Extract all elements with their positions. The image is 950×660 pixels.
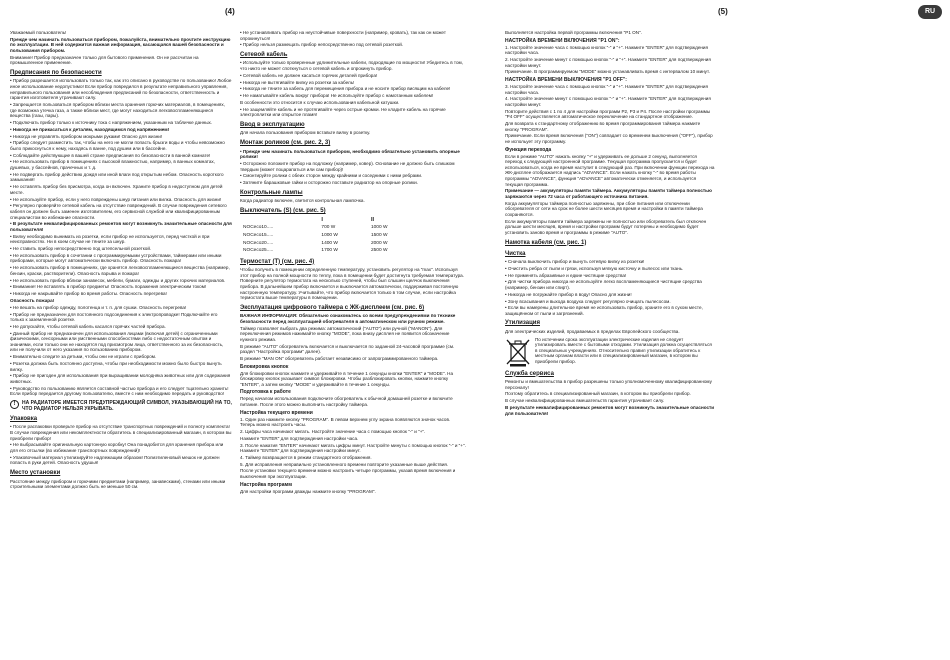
paragraph: • Запрещается пользоваться прибором вблизи места хранения горючих материалов, в помещениях, где возможна утечка газа, а также вблизи мест, где могут находиться легковоспламеняющиеся вещества (газы, пары).: [10, 102, 225, 119]
warning-text: НА РАДИАТОРЕ ИМЕЕТСЯ ПРЕДУПРЕЖДАЮЩИЙ СИМВОЛ, УКАЗЫВАЮЩИЙ НА ТО, ЧТО РАДИАТОР НЕЛЬЗЯ УКРЫВАТЬ.: [22, 399, 232, 412]
paragraph: • Вилку необходимо вынимать из розетки, если прибор не используется, перед чисткой и при неисправностях. Ни в коем случае не тяните за шнур.: [10, 233, 210, 245]
paragraph: Для блокировки кнопок нажмите и удерживайте в течение 1 секунды кнопки "ENTER" и "MODE". На блокировку кнопок указывает символ блокировки. Чтобы разблокировать кнопки, нажмите кнопку "ENTER", а затем кнопку "MODE" и удерживайте в течение 1 секунды.: [240, 370, 454, 387]
paragraph: • Не допускайте, чтобы сетевой кабель касался горячих частей прибора.: [10, 323, 166, 329]
paragraph: • Прибор не пригоден для использования при выращивании молодняка животных или для содержания животных.: [10, 373, 231, 384]
paragraph: • Сетевой кабель не должен касаться горячих деталей прибора!: [240, 72, 378, 78]
paragraph: • Регулярно проверяйте сетевой кабель на отсутствие повреждений. В случае повреждения сетевого кабеля он должен быть заменен изготовителем, его сервисной службой или квалифицированным специалистом во избежание опасности.: [10, 203, 227, 220]
section-heading: Намотка кабеля (см. рис. 1): [505, 239, 587, 246]
warning-notice: [10, 400, 232, 412]
section-heading: Место установки: [10, 470, 61, 476]
disposal-notice: [505, 337, 715, 367]
paragraph: • Смонтируйте ролики с обеих сторон между крайними и соседними с ними ребрами.: [240, 173, 423, 179]
disposal-text: По истечении срока эксплуатации электрические изделия не следует утилизировать вместе с бытовыми отходами. Утилизация должна осуществляться в специальных учреждениях. Относительно правил утилизации обратитесь к местным органам власти или в специализированный магазин, в котором вы приобрели прибор.: [535, 336, 712, 364]
power-table-cell: 2000 W: [370, 240, 388, 246]
paragraph: Примечание. В программируемом "MODE" можно устанавливать время с интервалом 10 минут.: [505, 69, 710, 75]
paragraph: • Осторожно положите прибор на подложку (например, ковер). Основание не должно быть слишком твердым (может поцарапаться или сам прибор)!: [240, 160, 455, 172]
paragraph: • Не вешать на прибор одежду, полотенца и т. п. для сушки. Опасность перегрева!: [10, 304, 187, 310]
paragraph: 5. Для исправления неправильно установленного времени повторите указанные выше действия.: [240, 461, 449, 467]
paragraph: • Не использовать прибор вблизи занавесок, мебели, бумаги, одежды и других горючих материалов.: [10, 277, 226, 283]
power-table-header-cell: II: [370, 216, 375, 223]
bold-paragraph: Опасность пожара!: [10, 297, 55, 303]
paragraph: • Не оставлять прибор без присмотра, когда он включен. Храните прибор в недоступном для детей месте.: [10, 184, 223, 195]
paragraph: Уважаемый пользователь!: [10, 30, 67, 35]
paragraph: В особенности это относится к случаю использования кабельной катушки.: [240, 99, 400, 105]
paragraph: • Не устанавливать прибор на неустойчивые поверхности (например, кровать), так как он может опрокинуться!: [240, 30, 446, 41]
power-table-cell: 700 W: [321, 225, 336, 231]
section-heading: Выключатель (S) (см. рис. 5): [240, 207, 326, 214]
subsection-heading: НАСТРОЙКА ВРЕМЕНИ ВКЛЮЧЕНИЯ "P1 ON":: [505, 37, 620, 44]
paragraph: • Зону всасывания и выхода воздуха следует регулярно очищать пылесосом.: [505, 298, 671, 304]
paragraph: • Соблюдайте действующие в вашей стране предписания по безопасности в ванной комнате!: [10, 152, 211, 158]
paragraph: 1. Настройте значение часа с помощью кнопок "-" и "+". Нажмите "ENTER" для подтверждения настройки часа.: [505, 44, 708, 56]
subsection-heading: Блокировка кнопок: [240, 363, 289, 370]
paragraph: • Прибор разрешается использовать только так, как это описано в руководстве по пользованию! Любое иное использование недопустимо! Если прибор повредился в результате неправильного управления, неправильного пользования или несоблюдения предписаний по безопасности, ответственность и гарантия изготовителя утрачивают силу.: [10, 78, 232, 101]
left-column-2: [240, 30, 466, 652]
paragraph: Когда радиатор включен, светится контрольная лампочка.: [240, 198, 365, 204]
paragraph: • Никогда не погружайте прибор в воду! Опасно для жизни!: [505, 291, 632, 297]
paragraph: • Внимательно следите за детьми, чтобы они не играли с прибором.: [10, 354, 157, 360]
section-heading: Эксплуатация цифрового таймера с ЖК-дисплеем (см. рис. 6): [240, 304, 425, 311]
paragraph: • Если вы намерены длительное время не использовать прибор, храните его в сухом месте, защищённом от пыли и загрязнений.: [505, 305, 703, 316]
paragraph: • Прибор нельзя размещать прибор непосредственно под сетевой розеткой.: [240, 42, 404, 48]
section-heading: Сетевой кабель: [240, 51, 288, 58]
power-table-cell: NOCeco20.....: [243, 240, 274, 246]
paragraph: • Никогда не управлять прибором мокрыми руками! Опасно для жизни!: [10, 133, 163, 139]
paragraph: 4. Настройте значение минут с помощью кнопок "-" и "+". Нажмите "ENTER" для подтверждения настройки минут.: [505, 96, 711, 107]
paragraph: 2. Цифры часа начинают мигать. Настройте значение часа с помощью кнопок "-" и "+".: [240, 428, 426, 434]
paragraph: • Прибор не предназначен для постоянного подсоединения к электропроводке! Подключайте его только к заземленной розетке.: [10, 311, 218, 323]
paragraph: Примечание. Если время включения ("ON") совпадает со временем выключения ("OFF"), прибор не испольует эту программу.: [505, 133, 713, 145]
power-table-cell: NOCeco10.....: [243, 225, 274, 231]
paragraph: • Для чистки прибора никогда не используйте легко воспламеняющиеся чистящие средства (например, бензин или спирт).: [505, 279, 702, 290]
paragraph: 3. Настройте значение часа с помощью кнопок "-" и "+". Нажмите "ENTER" для подтверждения настройки часа.: [505, 83, 708, 95]
bold-paragraph: • В результате неквалифицированных ремонтов могут возникнуть значительные опасности для пользователя!: [10, 221, 232, 232]
paragraph: • Внимание! Не вставлять в прибор предметы! Опасность поражения электрическим током!: [10, 284, 207, 290]
paragraph: • Подключать прибор только к источнику тока с напряжением, указанным на табличке данных.: [10, 119, 213, 125]
paragraph: Выполняется настройка первой программы включения "P1 ON".: [505, 30, 642, 35]
section-heading: Ввод в эксплуатацию: [240, 121, 305, 128]
paragraph: Для начала пользования прибором вставьте вилку в розетку.: [240, 130, 371, 136]
bold-paragraph: • Никогда не прикасаться к деталям, находящимся под напряжением!: [10, 126, 170, 132]
paragraph: После установки текущего времени можно настроить четыре программы, указав время включения и выключения при эксплуатации.: [240, 468, 456, 480]
subsection-heading: Настройка программ: [240, 481, 292, 488]
power-table-cell: NOCeco15.....: [243, 232, 274, 238]
paragraph: • Сначала выключить прибор и вынуть сетевую вилку из розетки!: [505, 259, 645, 264]
paragraph: Если в режиме "AUTO" нажать кнопку "+" и удерживать ее дольше 2 секунд, выполняется переход к следующей настроенной программе. Текущая программа пропускается и будет использоваться, когда ее время наступит в следующий раз. При включении функции перехода на ЖК-дисплее отображается надпись "ADVANCE". Если нажать кнопку "-" во время работы программы "ADVANCE", функция "ADVANCE" автоматически отменяется, и используется текущая программа.: [505, 153, 715, 187]
section-heading: Упаковка: [10, 415, 38, 422]
paragraph: • Используйте только проверенные удлинительные кабели, подходящие по мощности! Убедитесь в том, что никто не может споткнуться о сетевой кабель и опрокинуть прибор.: [240, 60, 463, 72]
power-table-cell: 2500 W: [370, 248, 388, 254]
crossed-bin-icon: [505, 337, 531, 367]
power-table-header-cell: I: [321, 216, 323, 223]
power-table-cell: 1000 W: [321, 232, 338, 238]
paragraph: • Не применять абразивные и едкие чистящие средства!: [505, 272, 627, 278]
page-number-left: (4): [225, 7, 235, 16]
bold-paragraph: Примечание — аккумуляторы памяти таймера. Аккумуляторы памяти таймера полностью заряжаются через 72 часа от работающего источника питания.: [505, 188, 712, 199]
paragraph: Ремонты и вмешательства в прибор разрешены только уполномоченному квалифицированному персоналу!: [505, 379, 712, 390]
left-column-1: [10, 30, 232, 652]
paragraph: • Никогда не вытягивайте вилку из розетки за кабель!: [240, 79, 355, 85]
paragraph: Поэтому обратитесь в специализированный магазин, в котором вы приобрели прибор.: [505, 391, 691, 397]
paragraph: Таймер позволяет выбрать два режима: автоматический ("AUTO") или ручной ("MANON"). Для переключения режимов нажимайте кнопку "MODE", пока внизу дисплея не появится обозначение нужного режима.: [240, 325, 450, 342]
paragraph: • Не ставить прибор непосредственно под штепсельной розеткой.: [10, 246, 152, 252]
section-heading: Термостат (Т) (см. рис. 4): [240, 258, 315, 265]
power-table-header: [240, 217, 391, 225]
section-heading: Монтаж роликов (см. рис. 2, 3): [240, 140, 331, 147]
paragraph: • После распаковки проверьте прибор на отсутствие транспортных повреждений и полноту комплекта! В случае повреждения или некомплектности обратитесь в специализированный магазин, в котором вы приобрели прибор!: [10, 424, 232, 441]
paragraph: • Данный прибор не предназначен для использования лицами (включая детей) с ограниченными физическими, сенсорными или умственными способностями либо с недостаточным опытом и знаниями, если только они не находятся под присмотром лица, ответственного за их безопасность, или не получили от него указания по пользованию прибором.: [10, 330, 224, 353]
paragraph: • Не выбрасывайте оригинальную картонную коробку! Она понадобится для хранения прибора или для его отсылки (во избежание транспортных повреждений)!: [10, 442, 224, 454]
paragraph: В режиме "MAN ON" обогреватель работает независимо от запрограммированного таймера.: [240, 356, 439, 361]
section-heading: Контрольные лампы: [240, 189, 303, 196]
paragraph: Когда аккумуляторы таймера полностью заряжены, при сбое питания или отключении обогревателя от сети на срок не более шести месяцев время и настройки в памяти таймера сохраняются.: [505, 200, 703, 217]
section-heading: Утилизация: [505, 320, 540, 327]
paragraph: Для электрических изделий, продаваемых в пределах Европейского сообщества.: [505, 328, 680, 334]
paragraph: • Не наматывайте кабель вокруг прибора! Не используйте прибор с намотанным кабелем!: [240, 93, 434, 99]
paragraph: В случае неквалифицированных вмешательств гарантия утрачивает силу.: [505, 398, 665, 404]
right-column-1: [505, 30, 715, 652]
section-heading: Предписания по безопасности: [10, 69, 102, 76]
power-table-row: [240, 240, 391, 248]
power-table-row: [240, 247, 391, 255]
paragraph: • Никогда не накрывайте прибор во время работы. Опасность перегрева!: [10, 291, 167, 297]
paragraph: Чтобы получить в помещении определенную температуру, установить регулятор на "max". Используя этот прибор на полной мощности по теплу, пока в помещении будет достигнута требуемая температура. Поверните регулятор термостата на несколько ступеней, чтобы был слышен щелчок выключения прибора. В дальнейшем прибор включается и выключается автоматически, поддерживая постоянную настроенную температуру. Учитывайте, что прибор включается только в том случае, если настройка термостата выше температуры в помещении.: [240, 267, 464, 301]
bold-paragraph: Прежде чем начинать пользоваться прибором, пожалуйста, внимательно прочтите инструкцию по эксплуатации. В ней содержится важная информация, касающаяся вашей безопасности и пользования прибором.: [10, 36, 231, 53]
power-table: [240, 217, 391, 255]
paragraph: • Затяните барашковые гайки и осторожно поставьте радиатор на опорные ролики.: [240, 180, 418, 186]
section-heading: Чистка: [505, 250, 526, 257]
power-table-cell: NOCeco25.....: [243, 248, 274, 254]
power-table-cell: 1500 W: [370, 232, 388, 238]
paragraph: Для настройки программ дважды нажмите кнопку "PROGRAM".: [240, 488, 376, 494]
paragraph: • Розетка должна быть постоянно доступна, чтобы при необходимости можно было быстро вынуть вилку.: [10, 361, 222, 372]
subsection-heading: Подготовка к работе: [240, 389, 291, 396]
paragraph: В режиме "AUTO" обогреватель включается и выключается по заданной 24-часовой программе (см. раздел "Настройка программ" далее).: [240, 343, 455, 355]
paragraph: Нажмите "ENTER" для подтверждения настройки часа.: [240, 435, 359, 441]
paragraph: • Очистить ребра от пыли и грязи, используя мягкую кисточку и пылесос или ткань.: [505, 265, 684, 271]
right-page: [475, 0, 950, 660]
paragraph: • Не используйте прибор, если у него повреждены шнур питания или вилка. Опасность для жизни!: [10, 196, 222, 202]
power-table-cell: 1000 W: [370, 225, 388, 231]
subsection-heading: НАСТРОЙКА ВРЕМЕНИ ВЫКЛЮЧЕНИЯ "P1 OFF":: [505, 76, 627, 83]
paragraph: • Прибор следует разместить так, чтобы на него не могли попасть брызги воды и чтобы невозможно было прикоснуться к нему, находясь в ванне, под душем или в бассейне.: [10, 140, 225, 151]
paragraph: • Не подвергать прибор действию дождя или иной влаги под открытым небом. Опасность короткого замыкания!: [10, 171, 224, 183]
paragraph: • Никогда не тяните за кабель для перемещения прибора и не носите прибор висящим на кабеле!: [240, 86, 451, 92]
paragraph: Внимание! Прибор предназначен только для бытового применения. Он не рассчитан на промышленное применение.: [10, 54, 199, 66]
power-table-cell: 1400 W: [321, 240, 338, 246]
warning-icon: !: [10, 400, 19, 409]
paragraph: 4. Таймер возвращается в режим стандартного отображения.: [240, 454, 372, 460]
power-table-row: [240, 224, 391, 232]
power-table-header-cell: [240, 217, 318, 225]
bold-paragraph: • Прежде чем начинать пользоваться прибором, необходимо обязательно установить опорные ролики!: [240, 148, 460, 160]
paragraph: Перед началом использования подключите обогреватель к обычной домашней розетке и включите питание. После этого можно выполнить настройку таймера.: [240, 396, 453, 407]
section-heading: Служба сервиса: [505, 370, 554, 377]
paragraph: Для возврата к стандартному отображению во время программирования таймера нажмите кнопку "PROGRAM".: [505, 121, 701, 132]
paragraph: 2. Настройте значение минут с помощью кнопок "-" и "+". Нажмите "ENTER" для подтверждения настройки минут.: [505, 56, 711, 68]
power-table-row: [240, 232, 391, 240]
paragraph: • Руководство по пользованию является составной частью прибора и его следует тщательно хранить! Если прибор передается другому пользователю, вместе с ним необходимо передать и руководство!: [10, 385, 229, 397]
paragraph: Расстояние между прибором и горючими предметами (например, занавесками), стенами или иными строительными элементами должно быть не меньше 50 см.: [10, 478, 226, 490]
paragraph: • Не использовать прибор в помещениях, где хранятся легковоспламеняющиеся вещества (например, бензин, краски, растворители). Опасность взрыва и пожара!: [10, 265, 230, 276]
power-table-cell: 1700 W: [321, 248, 338, 254]
bold-paragraph: ВАЖНАЯ ИНФОРМАЦИЯ: Обязательно ознакомьтесь со всеми предупреждениями по технике безопасности перед эксплуатацией обогревателя в автоматическом или ручном режиме.: [240, 313, 456, 324]
subsection-heading: Функция перехода: [505, 146, 552, 153]
language-badge: RU: [918, 5, 942, 19]
page-number-right: (5): [718, 7, 728, 16]
bold-paragraph: В результате неквалифицированных ремонтов могут возникнуть значительные опасности для пользователя!: [505, 405, 715, 416]
paragraph: • Упаковочный материал утилизируйте надлежащим образом! Полиэтиленовый мешок не должен попасть в руки детей. Опасность удушья!: [10, 454, 220, 466]
paragraph: 1. Один раз нажмите кнопку "PROGRAM". В левом верхнем углу экрана появляются значок часов. Теперь можно настроить часы.: [240, 416, 451, 428]
paragraph: • Не использовать прибор в сочетании с программируемыми устройствами, таймерами или иными приборами, которые могут автоматически включать прибор. Опасность пожара!: [10, 252, 222, 264]
subsection-heading: Настройка текущего времени: [240, 409, 313, 416]
paragraph: 3. После нажатия "ENTER" начинают мигать цифры минут. Настройте минуты с помощью кнопок "-" и "+". Нажмите "ENTER" для подтверждения настройки минут.: [240, 442, 466, 454]
paragraph: Повторите действия с 1 по 4 для настройки программ P2, P3 и P4. После настройки программы "P4 OFF" осуществляется автоматическое переключение на стандартное отображение.: [505, 108, 711, 120]
paragraph: • Не использовать прибор в помещениях с высокой влажностью, например, в ванных комнатах, душевых, у бассейнов, прачечных и т. д.: [10, 159, 215, 171]
paragraph: • Не защемляйте кабель и не протягивайте через острые кромки. Не кладите кабель на горячие электроплитки или открытое пламя!: [240, 106, 446, 118]
paragraph: Если аккумуляторы памяти таймера заряжены не полностью или обогреватель был отключен дольше шести месяцев, время и настройки программ будут потеряны и необходимо будет установить заново время и программы в режиме "AUTO".: [505, 218, 707, 235]
